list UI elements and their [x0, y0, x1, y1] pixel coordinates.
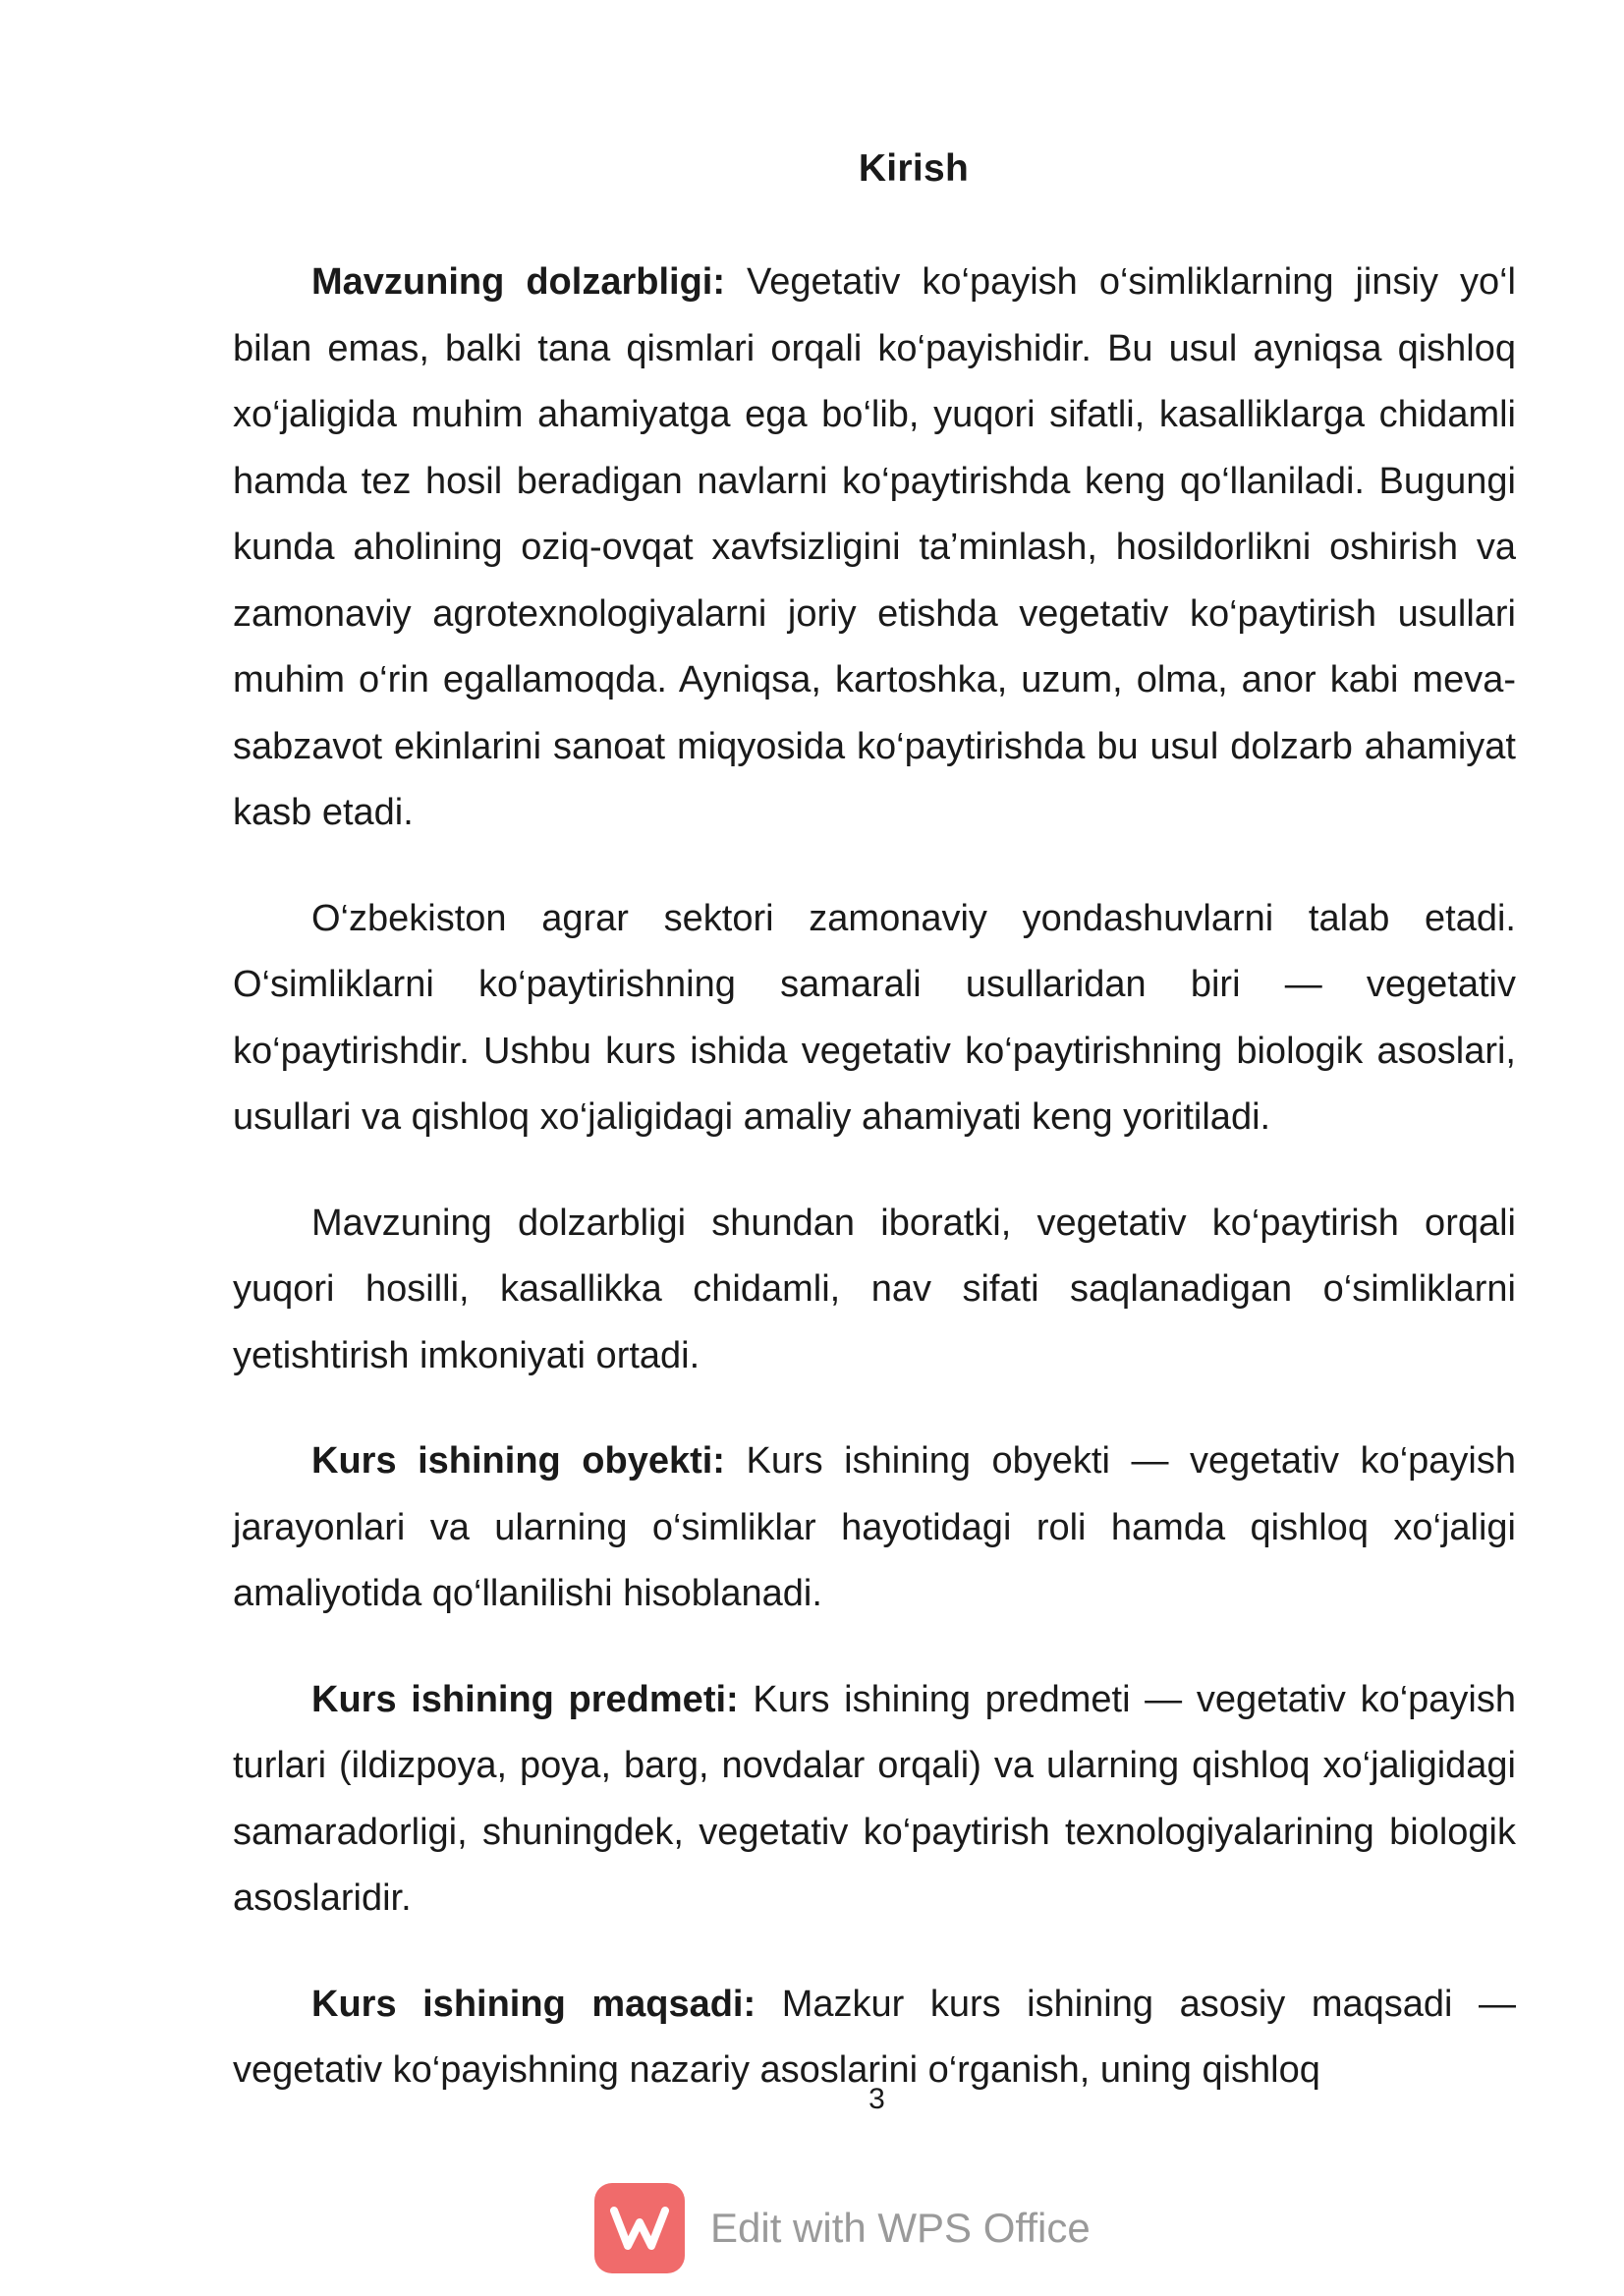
paragraph-text: Mazkur kurs ishining asosiy maqsadi — vegetativ ko‘payishning nazariy asoslarini o‘rganish, uning qishloq: [233, 1983, 1516, 2091]
paragraph-lead: Kurs ishining maqsadi:: [311, 1983, 756, 2025]
document-body: [233, 250, 1516, 2144]
wps-edit-banner[interactable]: [594, 2179, 1091, 2277]
paragraph-object: [233, 1428, 1516, 1628]
wps-w-glyph: [608, 2201, 671, 2256]
paragraph-text: Kurs ishining obyekti — vegetativ ko‘payish jarayonlari va ularning o‘simliklar hayotidagi roli hamda qishloq xo‘jaligi amaliyotida qo‘llanilishi hisoblanadi.: [233, 1440, 1516, 1614]
wps-w-icon[interactable]: [594, 2183, 685, 2273]
paragraph-agrarian-sector: [233, 886, 1516, 1151]
paragraph-lead: Mavzuning dolzarbligi:: [311, 261, 726, 303]
paragraph-text: Vegetativ ko‘payish o‘simliklarning jinsiy yo‘l bilan emas, balki tana qismlari orqali ko‘payishidir. Bu usul ayniqsa qishloq xo‘jaligida muhim ahamiyatga ega bo‘lib, yuqori sifatli, kasalliklarga chidamli hamda tez hosil beradigan navlarni ko‘paytirishda keng qo‘llaniladi. Bugungi kunda aholining oziq-ovqat xavfsizligini ta’minlash, hosildorlikni oshirish va zamonaviy agrotexnologiyalarni joriy etishda vegetativ ko‘paytirish usullari muhim o‘rin egallamoqda. Ayniqsa, kartoshka, uzum, olma, anor kabi meva-sabzavot ekinlarini sanoat miqyosida ko‘paytirishda bu usul dolzarb ahamiyat kasb etadi.: [233, 261, 1516, 833]
paragraph-subject: [233, 1667, 1516, 1932]
paragraph-lead: Kurs ishining predmeti:: [311, 1678, 739, 1720]
page-title: Kirish: [858, 147, 970, 190]
paragraph-text: O‘zbekiston agrar sektori zamonaviy yondashuvlarni talab etadi. O‘simliklarni ko‘paytirishning samarali usullaridan biri — vegetativ ko‘paytirishdir. Ushbu kurs ishida vegetativ ko‘paytirishning biologik asoslari, usullari va qishloq xo‘jaligidagi amaliy ahamiyati keng yoritiladi.: [233, 897, 1516, 1138]
paragraph-lead: Kurs ishining obyekti:: [311, 1440, 725, 1482]
page-number: 3: [868, 2083, 885, 2115]
paragraph-text: Mavzuning dolzarbligi shundan iboratki, vegetativ ko‘paytirish orqali yuqori hosilli, kasallikka chidamli, nav sifati saqlanadigan o‘simliklarni yetishtirish imkoniyati ortadi.: [233, 1202, 1516, 1376]
paragraph-text: Kurs ishining predmeti — vegetativ ko‘payish turlari (ildizpoya, poya, barg, novdalar orqali) va ularning qishloq xo‘jaligidagi samaradorligi, shuningdek, vegetativ ko‘paytirish texnologiyalarining biologik asoslaridir.: [233, 1678, 1516, 1919]
paragraph-relevance: [233, 250, 1516, 847]
paragraph-relevance-summary: [233, 1191, 1516, 1390]
wps-edit-label[interactable]: Edit with WPS Office: [710, 2205, 1091, 2251]
